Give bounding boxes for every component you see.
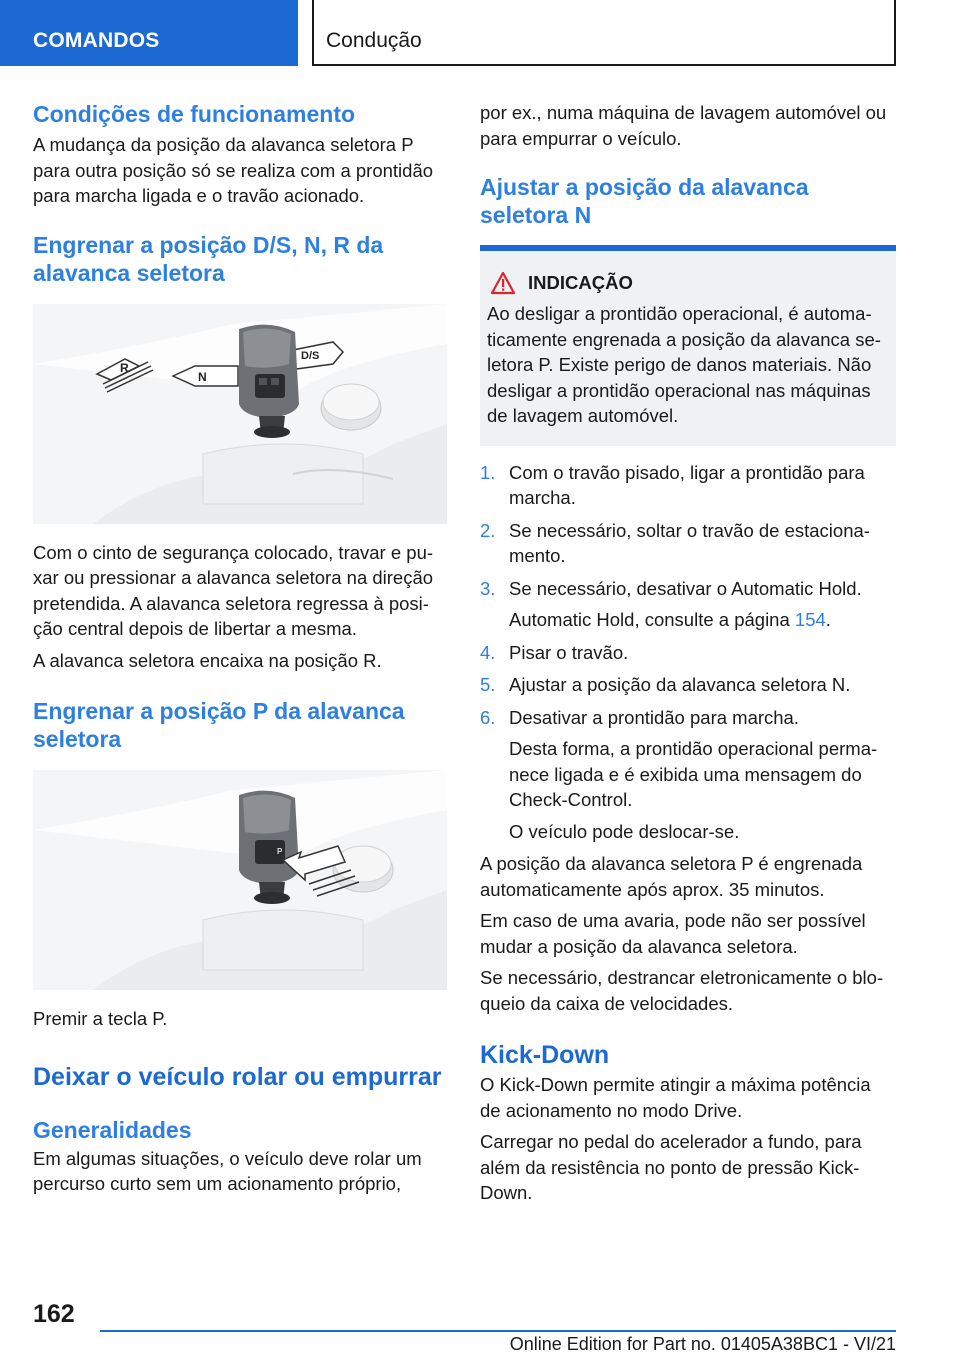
step-number: 6.	[480, 706, 496, 728]
page-header	[0, 0, 960, 66]
gear-selector-figure-dsnr	[33, 304, 447, 524]
note-title	[487, 271, 888, 295]
step-number: 1.	[480, 461, 496, 483]
step-number: 3.	[480, 577, 496, 599]
warning-triangle-icon	[490, 271, 516, 295]
paragraph-kickdown-1: O Kick-Down permite atingir a máxima potência de acionamento no modo Drive.	[480, 1074, 871, 1121]
heading-roll-push: Deixar o veículo rolar ou empurrar	[33, 1062, 442, 1091]
step-2	[480, 518, 896, 569]
heading-kickdown: Kick-Down	[480, 1041, 610, 1069]
footer-divider	[100, 1330, 896, 1332]
note-text: Ao desligar a prontidão operacional, é automaticamente engrenada a posição da alavanca seletora P. Existe perigo de danos materiais. Não desligar a prontidão operacional nas máquinas de lavagem automóvel.	[487, 303, 881, 426]
park-button-illustration	[33, 770, 447, 990]
edition-text: Online Edition for Part no. 01405A38BC1 - VI/21	[509, 1334, 896, 1354]
reference-suffix: .	[825, 609, 831, 630]
paragraph-auto-p: A posição da alavanca seletora P é engrenada automaticamente após aprox. 35 minutos.	[480, 853, 863, 900]
procedure-steps	[480, 460, 896, 845]
step-6-detail-2: O veículo pode deslocar-se.	[509, 820, 740, 842]
paragraph-unlock: Se necessário, destrancar eletronicamente o bloqueio da caixa de velocidades.	[480, 967, 884, 1014]
right-column	[480, 100, 896, 1212]
label-p: P	[277, 847, 283, 856]
paragraph-engage-1: Com o cinto de segurança colocado, travar e puxar ou pressionar a alavanca seletora na direção pretendida. A alavanca seletora regressa à posição central depois de libertar a mesma.	[33, 541, 434, 639]
paragraph-fault: Em caso de uma avaria, pode não ser possível mudar a posição da alavanca seletora.	[480, 910, 866, 957]
heading-general: Generalidades	[33, 1116, 192, 1143]
section-title: Condução	[312, 0, 896, 66]
step-3	[480, 576, 896, 633]
step-6	[480, 705, 896, 845]
heading-engage-p: Engrenar a posição P da alavanca seletora	[33, 698, 405, 752]
page-number: 162	[33, 1300, 75, 1328]
step-1	[480, 460, 896, 511]
left-column	[33, 100, 447, 1203]
warning-note	[480, 245, 896, 446]
step-text: Com o travão pisado, ligar a prontidão para marcha.	[509, 461, 865, 508]
gear-selector-figure-p	[33, 770, 447, 990]
heading-conditions: Condições de funcionamento	[33, 101, 356, 127]
step-number: 2.	[480, 519, 496, 541]
paragraph-engage-2: A alavanca seletora encaixa na posição R.	[33, 649, 382, 671]
label-r: R	[120, 360, 129, 375]
step-text: Desativar a prontidão para marcha.	[509, 706, 799, 728]
step-4	[480, 640, 896, 666]
gear-selector-illustration	[33, 304, 447, 524]
step-text: Ajustar a posição da alavanca seletora N.	[509, 674, 851, 695]
paragraph-continued: por ex., numa máquina de lavagem automóvel ou para empurrar o veículo.	[480, 102, 887, 149]
step-text: Pisar o travão.	[509, 641, 629, 663]
step-number: 4.	[480, 641, 496, 663]
note-title-text: INDICAÇÃO	[528, 272, 633, 293]
label-n: N	[198, 369, 207, 384]
paragraph-kickdown-2: Carregar no pedal do acelerador a fundo, para além da resistência no ponto de pressão Kick-Down.	[480, 1131, 862, 1203]
step-number: 5.	[480, 674, 496, 695]
step-3-reference	[509, 607, 896, 633]
step-text: Se necessário, desativar o Automatic Hold.	[509, 577, 862, 599]
reference-text: Automatic Hold, consulte a página	[509, 609, 795, 630]
heading-engage-dsnr: Engrenar a posição D/S, N, R da alavanca seletora	[33, 231, 384, 286]
step-6-detail-1: Desta forma, a prontidão operacional permanece ligada e é exibida uma mensagem do Check-Control.	[509, 738, 878, 810]
paragraph-press-p: Premir a tecla P.	[33, 1008, 168, 1029]
chapter-tab[interactable]: COMANDOS	[0, 0, 298, 66]
step-text: Se necessário, soltar o travão de estacionamento.	[509, 519, 870, 566]
heading-adjust-n: Ajustar a posição da alavanca seletora N	[480, 174, 809, 228]
step-5	[480, 672, 896, 698]
paragraph-conditions: A mudança da posição da alavanca seletora P para outra posição só se realiza com a prontidão para marcha ligada e o travão acionado.	[33, 134, 434, 206]
paragraph-general: Em algumas situações, o veículo deve rolar um percurso curto sem um acionamento próprio,	[33, 1147, 422, 1194]
label-ds: D/S	[301, 349, 320, 362]
page-reference-link[interactable]: 154	[794, 609, 826, 630]
